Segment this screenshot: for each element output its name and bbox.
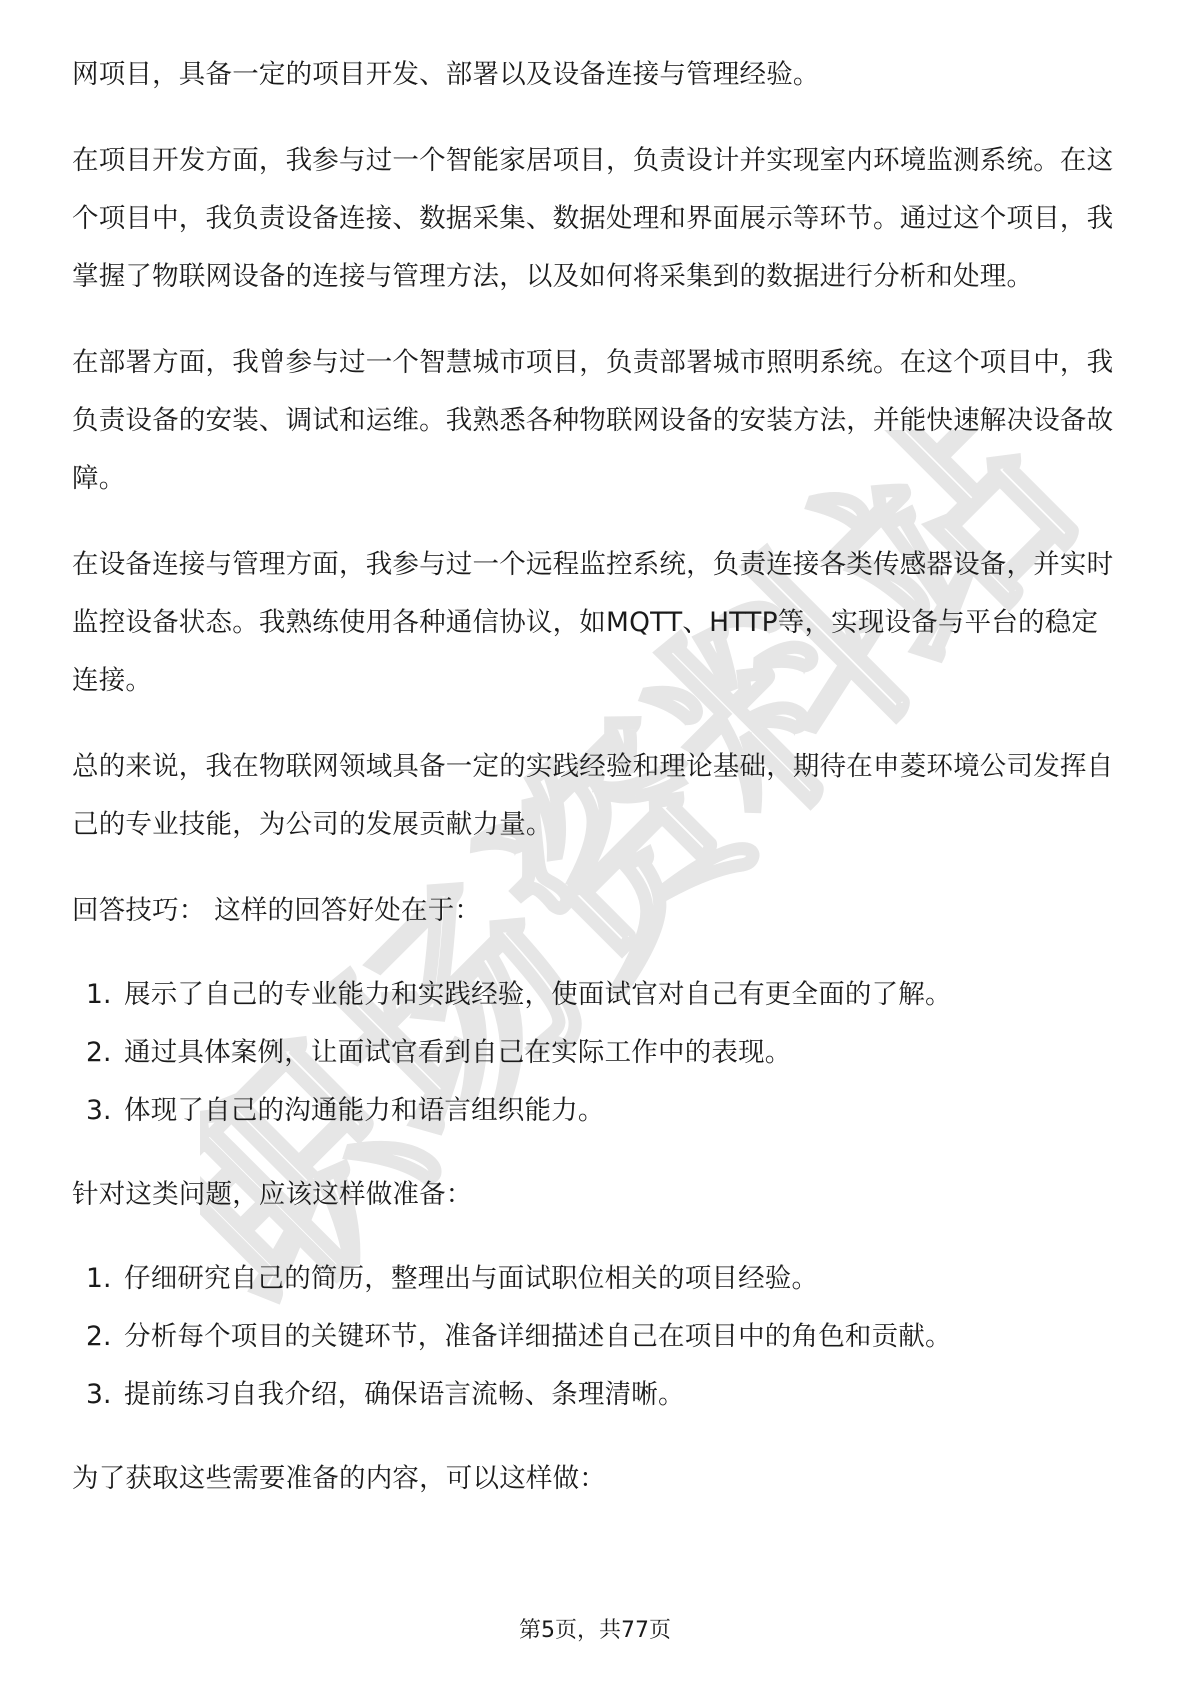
list-item-number: 1.: [86, 1263, 112, 1294]
watermark-text: 职场资料站: [200, 430, 1100, 1330]
document-body: [72, 46, 1122, 1536]
list-item-text: 体现了自己的沟通能力和语言组织能力。: [124, 1095, 605, 1126]
closing-heading: 为了获取这些需要准备的内容，可以这样做：: [72, 1463, 606, 1494]
list-item: [72, 966, 1122, 1024]
list-item-number: 2.: [86, 1037, 112, 1068]
list-item: [72, 1308, 1122, 1366]
page-number-footer: 第5页，共77页: [519, 1618, 671, 1643]
prep-list: [72, 1250, 1122, 1424]
list-item-text: 通过具体案例，让面试官看到自己在实际工作中的表现。: [124, 1037, 792, 1068]
list-item: [72, 1366, 1122, 1424]
list-item-number: 3.: [86, 1379, 112, 1410]
paragraph-summary: 总的来说，我在物联网领域具备一定的实践经验和理论基础，期待在申菱环境公司发挥自己的专业技能，为公司的发展贡献力量。: [72, 751, 1114, 840]
paragraph-intro-tail: 网项目，具备一定的项目开发、部署以及设备连接与管理经验。: [72, 59, 820, 90]
paragraph-development: 在项目开发方面，我参与过一个智能家居项目，负责设计并实现室内环境监测系统。在这个项目中，我负责设备连接、数据采集、数据处理和界面展示等环节。通过这个项目，我掌握了物联网设备的连接与管理方法，以及如何将采集到的数据进行分析和处理。: [72, 145, 1114, 292]
tips-list: [72, 966, 1122, 1140]
list-item: [72, 1024, 1122, 1082]
paragraph-deployment: 在部署方面，我曾参与过一个智慧城市项目，负责部署城市照明系统。在这个项目中，我负责设备的安装、调试和运维。我熟悉各种物联网设备的安装方法，并能快速解决设备故障。: [72, 347, 1114, 494]
list-item-number: 2.: [86, 1321, 112, 1352]
tips-heading: 回答技巧： 这样的回答好处在于：: [72, 895, 482, 926]
paragraph-device-management: 在设备连接与管理方面，我参与过一个远程监控系统，负责连接各类传感器设备，并实时监控设备状态。我熟练使用各种通信协议，如MQTT、HTTP等，实现设备与平台的稳定连接。: [72, 549, 1114, 696]
list-item: [72, 1250, 1122, 1308]
list-item-number: 3.: [86, 1095, 112, 1126]
list-item-text: 仔细研究自己的简历，整理出与面试职位相关的项目经验。: [124, 1263, 819, 1294]
list-item-text: 展示了自己的专业能力和实践经验，使面试官对自己有更全面的了解。: [124, 979, 952, 1010]
list-item-number: 1.: [86, 979, 112, 1010]
list-item: [72, 1082, 1122, 1140]
list-item-text: 分析每个项目的关键环节，准备详细描述自己在项目中的角色和贡献。: [124, 1321, 952, 1352]
list-item-text: 提前练习自我介绍，确保语言流畅、条理清晰。: [124, 1379, 685, 1410]
prep-heading: 针对这类问题，应该这样做准备：: [72, 1179, 473, 1210]
